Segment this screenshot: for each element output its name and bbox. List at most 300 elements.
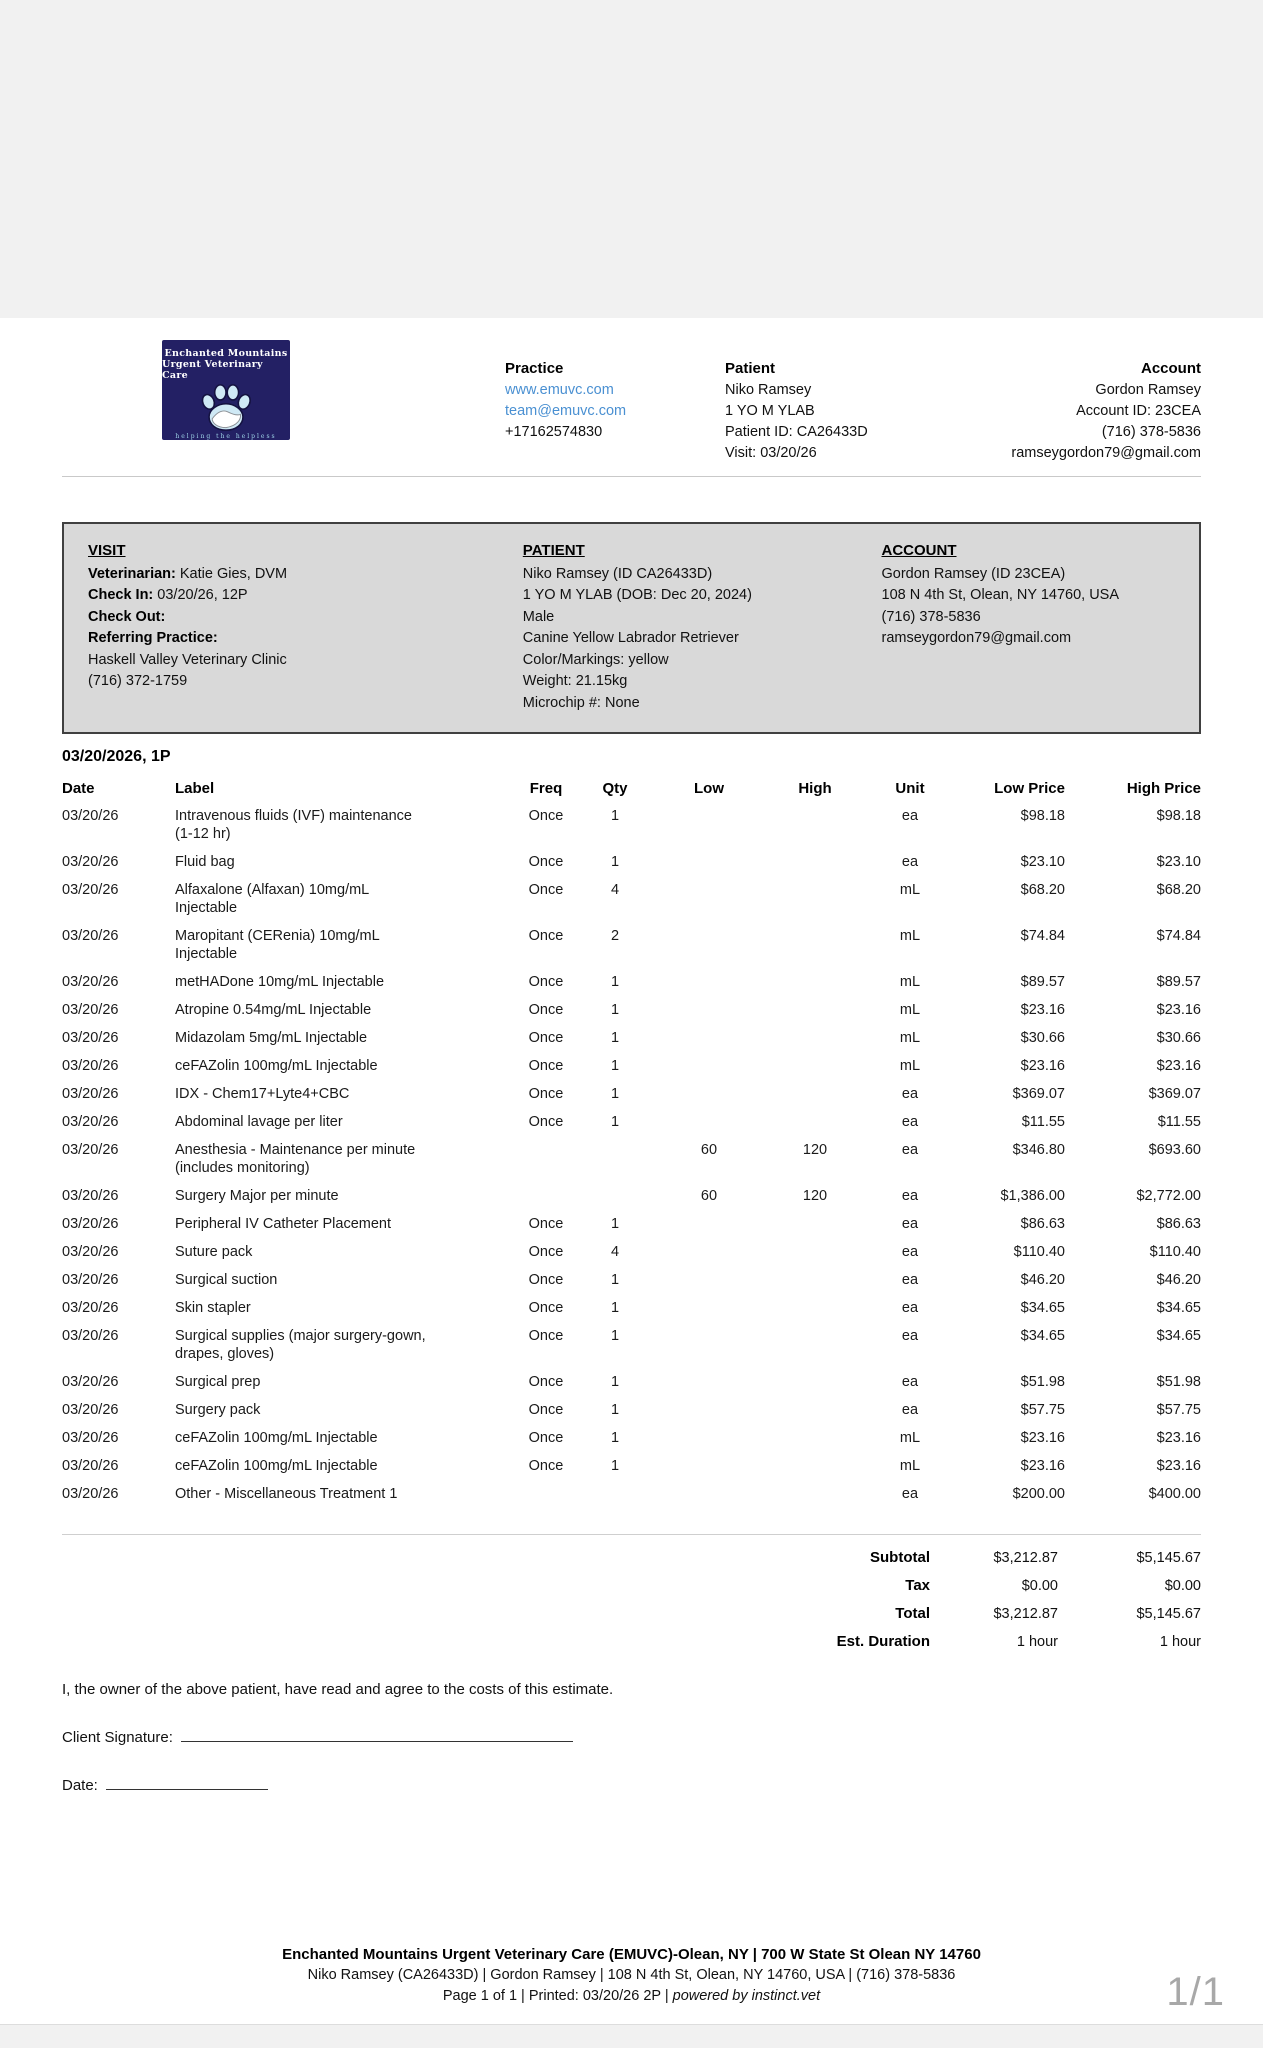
agreement-statement: I, the owner of the above patient, have read and agree to the costs of this estimate.	[62, 1681, 614, 1698]
cell-low	[653, 1080, 765, 1108]
table-row	[62, 1266, 1201, 1294]
info-line: Weight: 21.15kg	[522, 673, 628, 689]
cell-high-price: $86.63	[1156, 1216, 1201, 1232]
cell-high-price: $23.10	[1156, 854, 1201, 870]
cell-low-price: $369.07	[1012, 1086, 1065, 1102]
cell-unit: mL	[899, 1030, 921, 1046]
cell-date: 03/20/26	[62, 1244, 119, 1260]
cell-qty: 1	[610, 974, 620, 990]
cell-date: 03/20/26	[62, 1300, 119, 1316]
cell-high-price: $369.07	[1148, 1086, 1201, 1102]
header-account-column	[945, 358, 1201, 464]
cell-freq	[515, 1182, 577, 1210]
item-label: Peripheral IV Catheter Placement	[175, 1216, 391, 1232]
cell-low-price: $200.00	[1012, 1486, 1065, 1502]
cell-qty: 1	[610, 1272, 620, 1288]
header-high: High	[798, 780, 832, 797]
cell-low-price: $68.20	[1020, 882, 1065, 898]
cell-low	[653, 1480, 765, 1508]
cell-low-price: $46.20	[1020, 1272, 1065, 1288]
table-row	[62, 968, 1201, 996]
cell-unit: mL	[899, 1058, 921, 1074]
info-line: Niko Ramsey (ID CA26433D)	[522, 565, 713, 582]
cell-unit: ea	[901, 1402, 919, 1418]
footer-practice-line: Enchanted Mountains Urgent Veterinary Care (EMUVC)-Olean, NY | 700 W State St Olean NY 14760	[282, 1946, 981, 1963]
cell-high-price: $89.57	[1156, 974, 1201, 990]
cell-date: 03/20/26	[62, 974, 119, 990]
header-unit: Unit	[895, 780, 925, 797]
cell-low-price: $23.10	[1020, 854, 1065, 870]
cell-qty: 1	[610, 1458, 620, 1474]
cell-date: 03/20/26	[62, 1188, 119, 1204]
cell-qty	[577, 1136, 653, 1182]
cell-high	[765, 996, 865, 1024]
table-row	[62, 876, 1201, 922]
cell-date: 03/20/26	[62, 854, 119, 870]
cell-low	[653, 1052, 765, 1080]
cell-high-price: $110.40	[1149, 1244, 1201, 1260]
table-row	[62, 1024, 1201, 1052]
cell-label	[175, 1266, 515, 1294]
cell-high: 120	[802, 1188, 828, 1204]
table-row	[62, 1080, 1201, 1108]
cell-high	[765, 1396, 865, 1424]
info-line: (716) 372-1759	[88, 673, 188, 689]
cell-date: 03/20/26	[62, 1142, 119, 1158]
cell-date: 03/20/26	[62, 1058, 119, 1074]
cell-date: 03/20/26	[62, 808, 119, 824]
cell-label	[175, 1322, 515, 1368]
header-label: Label	[175, 780, 215, 797]
cell-low	[653, 848, 765, 876]
cell-low-price: $34.65	[1020, 1328, 1065, 1344]
logo-tagline: helping the helpless	[175, 433, 277, 440]
cell-low-price: $74.84	[1020, 928, 1065, 944]
page-indicator: 1/1	[1166, 1970, 1225, 2014]
date-row	[62, 1775, 1201, 1794]
cell-high	[765, 968, 865, 996]
cell-low	[653, 1396, 765, 1424]
cell-label	[175, 1080, 515, 1108]
info-line: 108 N 4th St, Olean, NY 14760, USA	[881, 587, 1120, 603]
cell-label	[175, 1452, 515, 1480]
practice-website-link[interactable]: www.emuvc.com	[505, 382, 614, 398]
patient-details	[523, 540, 882, 714]
cell-high	[765, 1266, 865, 1294]
info-line: 1 YO M YLAB	[725, 403, 815, 419]
date-line[interactable]	[106, 1775, 268, 1790]
cell-high-price: $23.16	[1156, 1430, 1201, 1446]
table-header-row	[62, 772, 1201, 802]
document-page	[0, 318, 1263, 2025]
cell-qty: 1	[610, 1374, 620, 1390]
cell-qty	[577, 1480, 653, 1508]
cell-qty: 1	[610, 1058, 620, 1074]
header-practice-column	[505, 358, 725, 443]
footer-powered-by: powered by instinct.vet	[672, 1988, 821, 2004]
account-section-title: ACCOUNT	[881, 542, 957, 559]
total-label: Total	[895, 1604, 930, 1622]
info-line: Patient ID: CA26433D	[725, 424, 868, 440]
line-items-body	[62, 802, 1201, 1508]
cell-qty: 1	[610, 1114, 620, 1130]
cell-freq	[515, 1480, 577, 1508]
cell-qty: 1	[610, 1030, 620, 1046]
cell-freq: Once	[528, 1458, 564, 1474]
cell-label	[175, 1294, 515, 1322]
cell-label	[175, 1108, 515, 1136]
cell-label	[175, 876, 515, 922]
cell-label	[175, 1480, 515, 1508]
table-row	[62, 802, 1201, 848]
cell-high-price: $34.65	[1156, 1328, 1201, 1344]
cell-low-price: $57.75	[1020, 1402, 1065, 1418]
cell-date: 03/20/26	[62, 1458, 119, 1474]
cell-high	[765, 1294, 865, 1322]
visit-date-heading: 03/20/2026, 1P	[62, 748, 171, 765]
info-line: Check Out:	[88, 608, 166, 625]
cell-date: 03/20/26	[62, 1402, 119, 1418]
line-items-table	[62, 772, 1201, 1508]
cell-unit: ea	[901, 854, 919, 870]
visit-lines	[88, 564, 523, 693]
cell-unit: mL	[899, 1458, 921, 1474]
info-line: Male	[522, 608, 555, 625]
cell-qty: 4	[610, 882, 620, 898]
cell-freq: Once	[528, 1114, 564, 1130]
cell-label	[175, 802, 515, 848]
cell-unit: ea	[901, 1486, 919, 1502]
cell-freq: Once	[528, 1402, 564, 1418]
cell-high	[765, 1210, 865, 1238]
header-account-lines	[945, 380, 1201, 464]
item-label: Atropine 0.54mg/mL Injectable	[175, 1002, 372, 1018]
cell-low: 60	[700, 1142, 718, 1158]
cell-unit: mL	[899, 882, 921, 898]
cell-high	[765, 802, 865, 848]
cell-unit: mL	[899, 1002, 921, 1018]
cell-freq: Once	[528, 1300, 564, 1316]
item-label: ceFAZolin 100mg/mL Injectable	[175, 1458, 378, 1474]
totals-section	[62, 1543, 1201, 1655]
header-freq: Freq	[529, 780, 563, 797]
cell-high	[765, 1480, 865, 1508]
cell-low-price: $23.16	[1020, 1430, 1065, 1446]
cell-date: 03/20/26	[62, 928, 119, 944]
cell-label	[175, 848, 515, 876]
table-row	[62, 1452, 1201, 1480]
cell-label	[175, 1182, 515, 1210]
header-low-price: Low Price	[994, 780, 1065, 797]
cell-unit: mL	[899, 928, 921, 944]
logo-text-line1: Enchanted Mountains	[164, 348, 288, 359]
item-label: Surgical supplies (major surgery-gown, drapes, gloves)	[175, 1328, 426, 1362]
cell-low	[653, 996, 765, 1024]
cell-date: 03/20/26	[62, 1030, 119, 1046]
item-label: Surgery Major per minute	[175, 1188, 339, 1204]
cell-freq: Once	[528, 1328, 564, 1344]
cell-low-price: $23.16	[1020, 1058, 1065, 1074]
cell-qty: 1	[610, 1402, 620, 1418]
cell-unit: ea	[901, 808, 919, 824]
cell-high-price: $74.84	[1156, 928, 1201, 944]
cell-low	[653, 1238, 765, 1266]
cell-freq	[515, 1136, 577, 1182]
cell-freq: Once	[528, 974, 564, 990]
visit-info-box	[62, 522, 1201, 734]
cell-high-price: $30.66	[1156, 1030, 1201, 1046]
cell-low	[653, 1210, 765, 1238]
table-row	[62, 1238, 1201, 1266]
info-line: Gordon Ramsey (ID 23CEA)	[881, 565, 1066, 582]
cell-high-price: $23.16	[1156, 1458, 1201, 1474]
info-line: Account ID: 23CEA	[1076, 403, 1201, 419]
info-line: ramseygordon79@gmail.com	[1011, 445, 1201, 461]
cell-low-price: $23.16	[1020, 1002, 1065, 1018]
cell-high-price: $11.55	[1157, 1114, 1201, 1130]
tax-high-value: $0.00	[1164, 1577, 1201, 1594]
footer-page-line	[0, 1986, 1263, 2007]
cell-low: 60	[700, 1188, 718, 1204]
table-row	[62, 1052, 1201, 1080]
cell-high	[765, 1368, 865, 1396]
table-row	[62, 1368, 1201, 1396]
cell-low-price: $89.57	[1020, 974, 1065, 990]
info-line: (716) 378-5836	[1101, 424, 1201, 440]
cell-low-price: $346.80	[1012, 1142, 1065, 1158]
info-line: Check In: 03/20/26, 12P	[88, 587, 248, 603]
info-line: Microchip #: None	[522, 694, 640, 711]
account-details	[882, 540, 1175, 714]
footer-page-info: Page 1 of 1 | Printed: 03/20/26 2P |	[442, 1988, 673, 2004]
cell-qty: 1	[610, 854, 620, 870]
cell-freq: Once	[528, 854, 564, 870]
cell-freq: Once	[528, 1086, 564, 1102]
subtotal-high-value: $5,145.67	[1136, 1549, 1201, 1566]
subtotal-row	[62, 1543, 1201, 1571]
cell-high	[765, 1024, 865, 1052]
viewer-bottom-bar	[0, 2024, 1263, 2048]
cell-high-price: $57.75	[1156, 1402, 1201, 1418]
cell-high	[765, 1424, 865, 1452]
table-row	[62, 1136, 1201, 1182]
info-line: ramseygordon79@gmail.com	[881, 630, 1072, 646]
cell-unit: mL	[899, 1430, 921, 1446]
item-label: Alfaxalone (Alfaxan) 10mg/mL Injectable	[175, 882, 369, 916]
cell-qty: 1	[610, 808, 620, 824]
cell-label	[175, 968, 515, 996]
cell-low	[653, 1024, 765, 1052]
cell-date: 03/20/26	[62, 1328, 119, 1344]
est-duration-low-value: 1 hour	[1016, 1633, 1058, 1650]
item-label: Anesthesia - Maintenance per minute (includes monitoring)	[175, 1142, 416, 1176]
cell-low-price: $98.18	[1020, 808, 1065, 824]
cell-low	[653, 1294, 765, 1322]
cell-high	[765, 848, 865, 876]
cell-unit: ea	[901, 1188, 919, 1204]
cell-date: 03/20/26	[62, 1002, 119, 1018]
cell-high	[765, 1452, 865, 1480]
cell-high	[765, 1108, 865, 1136]
cell-label	[175, 1136, 515, 1182]
cell-high	[765, 876, 865, 922]
cell-low	[653, 876, 765, 922]
patient-section-title: PATIENT	[522, 542, 585, 559]
cell-low	[653, 1368, 765, 1396]
info-line: (716) 378-5836	[881, 608, 981, 625]
item-label: ceFAZolin 100mg/mL Injectable	[175, 1430, 378, 1446]
patient-title: Patient	[725, 360, 776, 377]
cell-high-price: $2,772.00	[1136, 1188, 1201, 1204]
item-label: Skin stapler	[175, 1300, 251, 1316]
cell-date: 03/20/26	[62, 882, 119, 898]
header-qty: Qty	[602, 780, 628, 797]
table-row	[62, 1396, 1201, 1424]
cell-unit: mL	[899, 974, 921, 990]
cell-low-price: $30.66	[1020, 1030, 1065, 1046]
cell-high	[765, 1238, 865, 1266]
cell-low	[653, 1452, 765, 1480]
est-duration-row	[62, 1627, 1201, 1655]
item-label: Midazolam 5mg/mL Injectable	[175, 1030, 368, 1046]
info-line: Veterinarian: Katie Gies, DVM	[88, 565, 288, 582]
cell-high-price: $51.98	[1156, 1374, 1201, 1390]
info-line: Color/Markings: yellow	[522, 651, 669, 668]
header-date: Date	[62, 780, 95, 797]
total-row	[62, 1599, 1201, 1627]
cell-date: 03/20/26	[62, 1272, 119, 1288]
clinic-logo	[162, 340, 290, 440]
item-label: Suture pack	[175, 1244, 253, 1260]
tax-label: Tax	[905, 1576, 930, 1594]
subtotal-low-value: $3,212.87	[993, 1549, 1058, 1566]
cell-unit: ea	[901, 1142, 919, 1158]
document-footer	[0, 1944, 1263, 2007]
cell-freq: Once	[528, 1002, 564, 1018]
cell-freq: Once	[528, 1272, 564, 1288]
cell-date: 03/20/26	[62, 1086, 119, 1102]
total-low-value: $3,212.87	[993, 1605, 1058, 1622]
item-label: Surgery pack	[175, 1402, 261, 1418]
cell-label	[175, 996, 515, 1024]
cell-high	[765, 1322, 865, 1368]
cell-high-price: $68.20	[1156, 882, 1201, 898]
cell-unit: ea	[901, 1272, 919, 1288]
cell-freq: Once	[528, 1030, 564, 1046]
header-high-price: High Price	[1126, 780, 1201, 797]
cell-qty: 1	[610, 1216, 620, 1232]
table-row	[62, 1182, 1201, 1210]
totals-divider	[62, 1534, 1201, 1535]
info-line: Haskell Valley Veterinary Clinic	[88, 651, 287, 668]
cell-low-price: $23.16	[1020, 1458, 1065, 1474]
visit-section-title: VISIT	[88, 542, 126, 559]
cell-date: 03/20/26	[62, 1430, 119, 1446]
tax-row	[62, 1571, 1201, 1599]
practice-email-link[interactable]: team@emuvc.com	[505, 403, 627, 419]
cell-label	[175, 1024, 515, 1052]
table-row	[62, 848, 1201, 876]
subtotal-label: Subtotal	[870, 1548, 930, 1566]
practice-phone: +17162574830	[505, 424, 603, 440]
cell-qty	[577, 1182, 653, 1210]
cell-low-price: $110.40	[1013, 1244, 1065, 1260]
cell-low-price: $51.98	[1020, 1374, 1065, 1390]
cell-unit: ea	[901, 1114, 919, 1130]
item-label: Abdominal lavage per liter	[175, 1114, 343, 1130]
cell-freq: Once	[528, 1244, 564, 1260]
cell-freq: Once	[528, 1216, 564, 1232]
item-label: Surgical prep	[175, 1374, 261, 1390]
table-row	[62, 1294, 1201, 1322]
cell-low	[653, 1108, 765, 1136]
item-label: ceFAZolin 100mg/mL Injectable	[175, 1058, 378, 1074]
client-signature-row	[62, 1727, 1201, 1746]
cell-freq: Once	[528, 1430, 564, 1446]
table-row	[62, 996, 1201, 1024]
cell-high-price: $400.00	[1148, 1486, 1201, 1502]
cell-qty: 1	[610, 1430, 620, 1446]
est-duration-high-value: 1 hour	[1159, 1633, 1201, 1650]
cell-low	[653, 922, 765, 968]
cell-qty: 1	[610, 1002, 620, 1018]
account-lines	[882, 564, 1175, 650]
table-row	[62, 922, 1201, 968]
logo-text-line2: Urgent Veterinary Care	[162, 359, 263, 381]
item-label: Intravenous fluids (IVF) maintenance (1-12 hr)	[175, 808, 412, 842]
cell-low	[653, 1424, 765, 1452]
cell-high	[765, 1080, 865, 1108]
header-low: Low	[694, 780, 724, 797]
table-row	[62, 1108, 1201, 1136]
cell-low	[653, 968, 765, 996]
est-duration-label: Est. Duration	[836, 1632, 930, 1650]
cell-label	[175, 922, 515, 968]
cell-date: 03/20/26	[62, 1114, 119, 1130]
cell-freq: Once	[528, 1058, 564, 1074]
paw-print-icon	[186, 383, 266, 432]
cell-high	[765, 922, 865, 968]
client-signature-line[interactable]	[181, 1727, 573, 1742]
info-line: Referring Practice:	[88, 630, 218, 646]
cell-qty: 2	[610, 928, 620, 944]
table-row	[62, 1210, 1201, 1238]
cell-date: 03/20/26	[62, 1374, 119, 1390]
cell-low	[653, 802, 765, 848]
info-line: Canine Yellow Labrador Retriever	[522, 630, 739, 646]
cell-high-price: $23.16	[1156, 1002, 1201, 1018]
cell-low	[653, 1322, 765, 1368]
info-line: Gordon Ramsey	[1095, 382, 1201, 398]
item-label: metHADone 10mg/mL Injectable	[175, 974, 385, 990]
cell-low	[653, 1266, 765, 1294]
info-line: Niko Ramsey	[725, 382, 812, 398]
date-label: Date:	[62, 1777, 98, 1794]
cell-unit: ea	[901, 1216, 919, 1232]
cell-low-price: $86.63	[1020, 1216, 1065, 1232]
cell-date: 03/20/26	[62, 1216, 119, 1232]
item-label: Maropitant (CERenia) 10mg/mL Injectable	[175, 928, 380, 962]
visit-details	[88, 540, 523, 714]
cell-high-price: $693.60	[1148, 1142, 1201, 1158]
cell-label	[175, 1396, 515, 1424]
cell-low-price: $34.65	[1020, 1300, 1065, 1316]
info-line: Visit: 03/20/26	[725, 445, 817, 461]
cell-qty: 1	[610, 1086, 620, 1102]
cell-unit: ea	[901, 1086, 919, 1102]
cell-date: 03/20/26	[62, 1486, 119, 1502]
cell-low-price: $1,386.00	[1000, 1188, 1065, 1204]
